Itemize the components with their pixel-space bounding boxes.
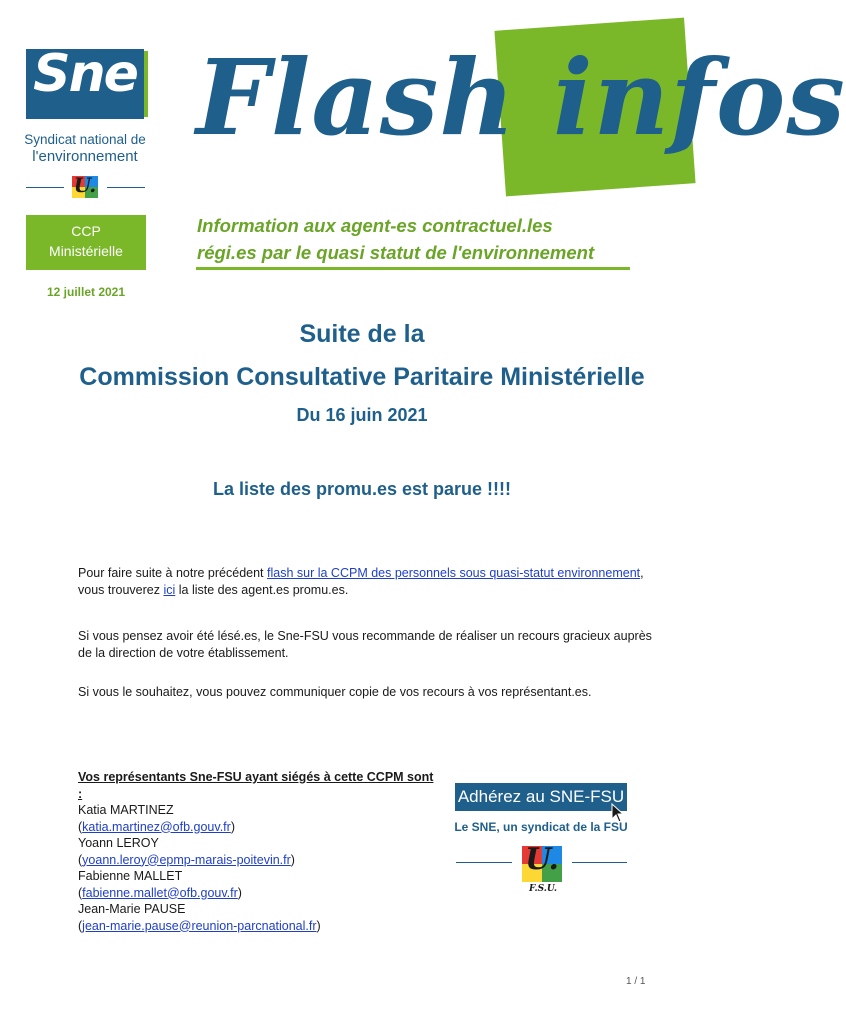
logo-sne-text: Sne [33, 44, 137, 104]
paragraph-recours: Si vous pensez avoir été lésé.es, le Sne-FSU vous recommande de réaliser un recours gracieux auprès de la direction de votre établissement. [78, 629, 652, 660]
rep-email-line: (jean-marie.pause@reunion-parcnational.fr) [78, 918, 321, 933]
heading-commission: Commission Consultative Paritaire Ministérielle [79, 363, 645, 391]
logo-org-line2: l'environnement [32, 148, 138, 165]
rep-email-link[interactable]: yoann.leroy@epmp-marais-poitevin.fr [82, 852, 291, 867]
subtitle-underline [196, 267, 630, 270]
rep-email-link[interactable]: fabienne.mallet@ofb.gouv.fr [82, 885, 238, 900]
rep-email-link[interactable]: jean-marie.pause@reunion-parcnational.fr [82, 918, 317, 933]
representatives-list [78, 769, 438, 934]
banner-divider-left [456, 862, 512, 863]
ccp-badge-line2: Ministérielle [49, 243, 123, 259]
heading-suite: Suite de la [299, 320, 425, 348]
ccpm-flash-link[interactable]: flash sur la CCPM des personnels sous quasi-statut environnement [267, 566, 641, 580]
rep-name: Katia MARTINEZ [78, 803, 174, 817]
page-number: 1 / 1 [626, 976, 646, 987]
paragraph-copie: Si vous le souhaitez, vous pouvez communiquer copie de vos recours à vos représentant.es. [78, 685, 592, 699]
intro-text: Pour faire suite à notre précédent [78, 566, 268, 580]
rep-email-link[interactable]: katia.martinez@ofb.gouv.fr [82, 819, 231, 834]
banner-tagline: Le SNE, un syndicat de la FSU [454, 820, 628, 834]
subtitle-line2: régi.es par le quasi statut de l'environnement [197, 242, 595, 263]
page-title: Flash infos [196, 36, 846, 159]
fsu-emblem-icon: U. [73, 173, 97, 197]
publication-date: 12 juillet 2021 [46, 285, 126, 299]
banner-divider-right [572, 862, 627, 863]
rep-email-line: (fabienne.mallet@ofb.gouv.fr) [78, 885, 242, 900]
ccp-badge-line1: CCP [71, 223, 101, 239]
intro-comma: , [640, 566, 644, 580]
page-subtitle [197, 212, 657, 266]
logo-divider-left [26, 187, 64, 188]
fsu-logo-icon: U. [522, 846, 562, 882]
rep-name: Fabienne MALLET [78, 869, 183, 883]
representatives-heading: Vos représentants Sne-FSU ayant siégés à cette CCPM sont : [78, 770, 434, 801]
join-union-button[interactable]: Adhérez au SNE-FSU [455, 783, 627, 811]
intro-text-3: la liste des agent.es promu.es. [175, 583, 349, 597]
heading-date: Du 16 juin 2021 [296, 405, 428, 425]
rep-email-line: (katia.martinez@ofb.gouv.fr) [78, 819, 235, 834]
promoted-list-link[interactable]: ici [163, 583, 176, 597]
ccp-badge [26, 215, 146, 270]
heading-liste: La liste des promu.es est parue !!!! [212, 479, 512, 499]
subtitle-line1: Information aux agent-es contractuel.les [197, 215, 553, 236]
logo-org-line1: Syndicat national de [24, 132, 146, 147]
paragraph-intro [78, 565, 654, 599]
fsu-label: F.S.U. [528, 884, 558, 894]
rep-email-line: (yoann.leroy@epmp-marais-poitevin.fr) [78, 852, 295, 867]
rep-name: Yoann LEROY [78, 836, 159, 850]
rep-name: Jean-Marie PAUSE [78, 902, 186, 916]
intro-text-2: vous trouverez [78, 583, 164, 597]
logo-divider-right [107, 187, 145, 188]
